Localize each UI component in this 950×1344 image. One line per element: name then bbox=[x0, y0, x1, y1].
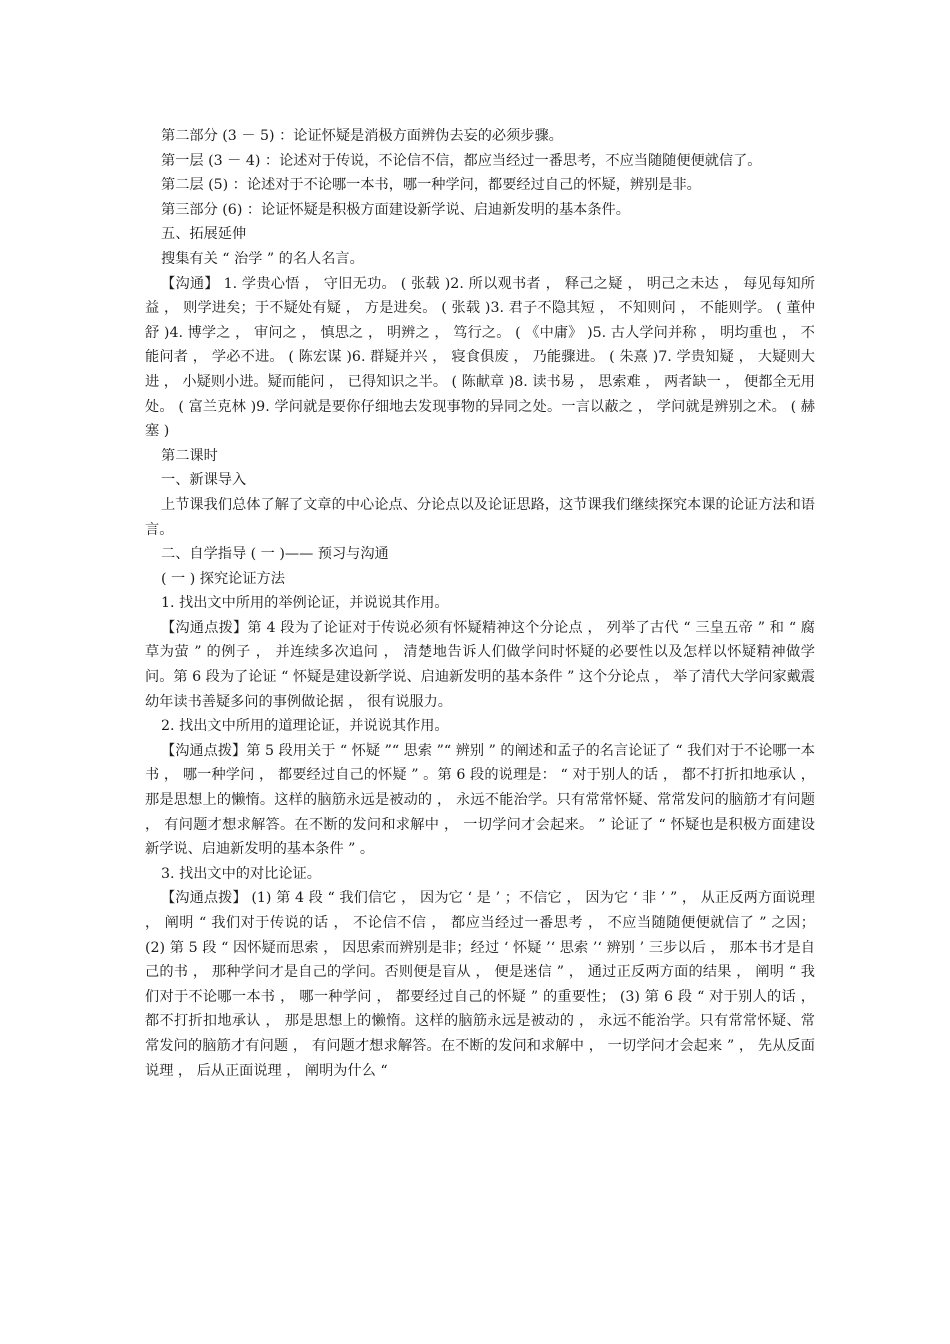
section-heading: 第二课时 bbox=[161, 447, 218, 464]
paragraph: 上节课我们总体了解了文章的中心论点、分论点以及论证思路，这节课我们继续探究本课的论证方法和语言。 bbox=[145, 496, 815, 538]
paragraph: 第二层 (5) ：论述对于不论哪一本书，哪一种学问，都要经过自己的怀疑，辨别是非。 bbox=[161, 177, 701, 194]
paragraph: 第一层 (3 － 4) ：论述对于传说，不论信不信，都应当经过一番思考，不应当随随便便就信了。 bbox=[161, 152, 762, 169]
document-page bbox=[145, 124, 815, 1083]
paragraph: 第三部分 (6) ：论证怀疑是积极方面建设新学说、启迪新发明的基本条件。 bbox=[161, 201, 630, 218]
section-heading: 五、拓展延伸 bbox=[161, 226, 247, 243]
paragraph: 【沟通点拨】 (1) 第 4 段 “ 我们信它 ， 因为它 ‘ 是 ’ ；不信它 ， 因为它 ‘ 非 ’ ” ， 从正反两方面说理 ， 阐明 “ 我们对于传说的话 ， 不论信不信 ， 都应当经过一番思考 ， 不应当随随便便就信了 ” 之因； (2) 第 5 段 “ 因怀疑而思索 ， 因思索而辨别是非；经过 ‘ 怀疑 ’‘ 思索 ’‘ 辨别 ’ 三步以后 ， 那本书才是自己的书 ， 那种学问才是自己的学问。否则便是盲从 ， 便是迷信 ” ， 通过正反两方面的结果 ， 阐明 “ 我们对于不论哪一本书 ， 哪一种学问 ， 都要经过自己的怀疑 ” 的重要性； (3) 第 6 段 “ 对于别人的话 ， 都不打折扣地承认 ， 那是思想上的懒惰。这样的脑筋永远是被动的 ， 永远不能治学。只有常常怀疑、常常发问的脑筋才有问题 ， 有问题才想求解答。在不断的发问和求解中 ， 一切学问才会起来 ” ， 先从反面说理 ， 后从正面说理 ， 阐明为什么 “ bbox=[145, 890, 815, 1079]
paragraph: 【沟通】 1. 学贵心悟 ， 守旧无功。 ( 张载 )2. 所以观书者 ， 释己之疑 ， 明己之未达 ， 每见每知所益 ， 则学进矣；于不疑处有疑 ， 方是进矣。 ( 张载 )3. 君子不隐其短 ， 不知则问 ， 不能则学。 ( 董仲舒 )4. 博学之 ， 审问之 ， 慎思之 ， 明辨之 ， 笃行之。 ( 《中庸》 )5. 古人学问并称 ， 明均重也 ， 不能问者 ， 学必不进。 ( 陈宏谋 )6. 群疑并兴 ， 寝食俱废 ， 乃能骤进。 ( 朱熹 )7. 学贵知疑 ， 大疑则大进 ， 小疑则小进。疑而能问 ， 已得知识之半。 ( 陈献章 )8. 读书易 ， 思索难 ， 两者缺一 ， 便都全无用处。 ( 富兰克林 )9. 学问就是要你仔细地去发现事物的异同之处。一言以蔽之 ， 学问就是辨别之术。 ( 赫塞 ) bbox=[145, 275, 815, 440]
section-heading: 一、新课导入 bbox=[161, 472, 247, 489]
paragraph: 搜集有关 “ 治学 ” 的名人名言。 bbox=[161, 250, 364, 267]
question: 3. 找出文中的对比论证。 bbox=[161, 865, 321, 882]
paragraph: 【沟通点拨】第 5 段用关于 “ 怀疑 ”“ 思索 ”“ 辨别 ” 的阐述和孟子的名言论证了 “ 我们对于不论哪一本书 ， 哪一种学问 ， 都要经过自己的怀疑 ” 。第 6 段的说理是： “ 对于别人的话 ， 都不打折扣地承认 ， 那是思想上的懒惰。这样的脑筋永远是被动的 ， 永远不能治学。只有常常怀疑、常常发问的脑筋才有问题 ， 有问题才想求解答。在不断的发问和求解中 ， 一切学问才会起来。 ” 论证了 “ 怀疑也是积极方面建设新学说、启迪新发明的基本条件 ” 。 bbox=[145, 742, 815, 858]
section-heading: 二、自学指导 ( 一 )—— 预习与沟通 bbox=[161, 546, 389, 563]
paragraph: 【沟通点拨】第 4 段为了论证对于传说必须有怀疑精神这个分论点 ， 列举了古代 “ 三皇五帝 ” 和 “ 腐草为萤 ” 的例子 ， 并连续多次追问 ， 清楚地告诉人们做学问时怀疑的必要性以及怎样以怀疑精神做学问。第 6 段为了论证 “ 怀疑是建设新学说、启迪新发明的基本条件 ” 这个分论点 ， 举了清代大学问家戴震幼年读书善疑多问的事例做论据 ， 很有说服力。 bbox=[145, 619, 815, 710]
question: 2. 找出文中所用的道理论证，并说说其作用。 bbox=[161, 718, 449, 735]
section-heading: ( 一 ) 探究论证方法 bbox=[161, 570, 285, 587]
paragraph: 第二部分 (3 － 5) ：论证怀疑是消极方面辨伪去妄的必须步骤。 bbox=[161, 128, 563, 144]
question: 1. 找出文中所用的举例论证，并说说其作用。 bbox=[161, 595, 449, 612]
